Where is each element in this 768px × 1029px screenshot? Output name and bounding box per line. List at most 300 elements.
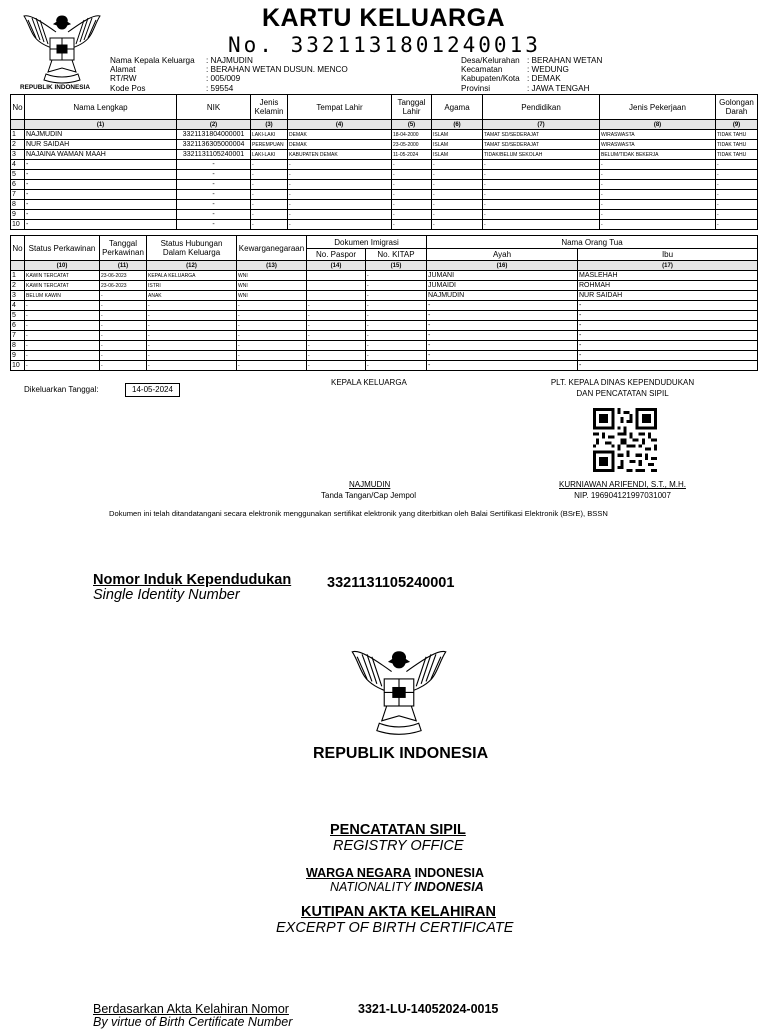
table1-cell: WIRASWASTA [600, 140, 716, 150]
table2-cell: - [578, 321, 758, 331]
table1-column-number: (8) [600, 120, 716, 130]
table2-cell: JUMANI [427, 271, 578, 281]
table2-cell: - [366, 311, 427, 321]
garuda-emblem-small [22, 8, 102, 86]
table1-cell: TIDAK TAHU [716, 130, 758, 140]
table1-cell: - [251, 200, 288, 210]
table1-column-number: (3) [251, 120, 288, 130]
table2-cell: - [25, 341, 100, 351]
table2-cell: MASLEHAH [578, 271, 758, 281]
table2-cell: - [25, 331, 100, 341]
table2-column-number: (13) [237, 261, 307, 271]
table-row [11, 291, 758, 301]
info-label: RT/RW [110, 74, 137, 84]
table2-cell: - [147, 351, 237, 361]
table2-header-cell: Status Hubungan Dalam Keluarga [147, 236, 237, 261]
table1-cell: ISLAM [432, 150, 483, 160]
nationality-row [306, 866, 484, 880]
table1-cell: BELUM/TIDAK BEKERJA [600, 150, 716, 160]
table2-cell: - [427, 311, 578, 321]
issued-label: Dikeluarkan Tanggal: [24, 385, 99, 394]
table2-column-number: (17) [578, 261, 758, 271]
table2-cell: - [427, 341, 578, 351]
table1-cell: 3 [11, 150, 25, 160]
table1-cell: ISLAM [432, 140, 483, 150]
republik-indonesia-heading: REPUBLIK INDONESIA [313, 745, 489, 762]
table-row [11, 361, 758, 371]
table2-cell: - [237, 301, 307, 311]
registry-office-label-en: REGISTRY OFFICE [333, 838, 464, 854]
table1-cell: - [716, 190, 758, 200]
info-value: : NAJMUDIN [206, 56, 253, 65]
table1-header-cell: Tanggal Lahir [392, 95, 432, 120]
table1-header-cell: Jenis Kelamin [251, 95, 288, 120]
table-row [11, 351, 758, 361]
table1-cell: - [288, 160, 392, 170]
table1-cell: TIDAK TAHU [716, 140, 758, 150]
info-value: : DEMAK [527, 74, 561, 84]
info-value: : 005/009 [206, 74, 241, 84]
table2-cell: - [100, 291, 147, 301]
table1-cell: WIRASWASTA [600, 130, 716, 140]
table1-cell: - [288, 180, 392, 190]
document-title: KARTU KELUARGA [262, 4, 506, 32]
kepala-keluarga-label: KEPALA KELUARGA [331, 378, 407, 387]
table1-cell: - [716, 220, 758, 230]
info-label: Provinsi [461, 83, 491, 93]
qr-code-icon [593, 408, 657, 472]
table1-cell: - [177, 190, 251, 200]
table1-cell: - [392, 210, 432, 220]
table-row [11, 301, 758, 311]
table2-cell: - [237, 351, 307, 361]
issued-date: 14-05-2024 [125, 383, 180, 397]
nik-label: Nomor Induk Kependudukan [93, 572, 292, 588]
table1-cell: - [432, 170, 483, 180]
table1-cell: - [600, 160, 716, 170]
table2-header-cell: No [11, 236, 25, 261]
table1-cell: 2 [11, 140, 25, 150]
table1-column-number: (2) [177, 120, 251, 130]
table1-cell: - [432, 180, 483, 190]
table2-cell: 5 [11, 311, 25, 321]
table1-cell: - [432, 160, 483, 170]
table2-cell: - [237, 331, 307, 341]
table-row [11, 210, 758, 220]
table2-cell: - [366, 291, 427, 301]
table2-cell: - [366, 271, 427, 281]
table2-cell: - [366, 301, 427, 311]
header-right-info [461, 56, 602, 93]
table-row [11, 170, 758, 180]
table1-cell: - [177, 210, 251, 220]
table1-cell: - [483, 170, 600, 180]
table2-cell: - [307, 321, 366, 331]
table1-cell: - [716, 170, 758, 180]
table-row [11, 341, 758, 351]
table1-cell: - [600, 210, 716, 220]
table2-header-cell: Tanggal Perkawinan [100, 236, 147, 261]
table1-cell: - [177, 160, 251, 170]
table1-column-number: (1) [25, 120, 177, 130]
table2-cell: KEPALA KELUARGA [147, 271, 237, 281]
table2-cell: - [147, 311, 237, 321]
table2-cell: 6 [11, 321, 25, 331]
table1-cell: - [392, 170, 432, 180]
table1-cell: NUR SAIDAH [25, 140, 177, 150]
table-row [11, 311, 758, 321]
table1-cell: - [288, 190, 392, 200]
table2-cell: NAJMUDIN [427, 291, 578, 301]
table2-cell: - [237, 311, 307, 321]
table2-cell: 1 [11, 271, 25, 281]
table1-cell: - [600, 200, 716, 210]
table1-cell: - [432, 210, 483, 220]
table1-cell: 3321136305000004 [177, 140, 251, 150]
table1-cell: - [716, 200, 758, 210]
table1-cell: NAJMUDIN [25, 130, 177, 140]
table2-cell: 9 [11, 351, 25, 361]
table2-header-cell: Ayah [427, 249, 578, 261]
nationality-label: WARGA NEGARA [306, 866, 412, 880]
table2-header-cell: Dokumen Imigrasi [307, 236, 427, 249]
info-label: Kecamatan [461, 65, 503, 75]
table1-cell: - [392, 160, 432, 170]
info-label: Alamat [110, 65, 136, 75]
table1-cell: - [432, 200, 483, 210]
table2-cell: WNI [237, 291, 307, 301]
table1-cell: 6 [11, 180, 25, 190]
table1-header-cell: Jenis Pekerjaan [600, 95, 716, 120]
family-status-table [10, 235, 758, 371]
table1-cell: - [483, 210, 600, 220]
table1-cell: - [483, 180, 600, 190]
table1-cell: - [432, 220, 483, 230]
table1-cell: - [483, 220, 600, 230]
table2-cell: - [578, 351, 758, 361]
table2-cell: - [25, 311, 100, 321]
table2-cell: WNI [237, 271, 307, 281]
table1-cell: - [483, 200, 600, 210]
table1-cell: 3321131105240001 [177, 150, 251, 160]
table2-cell: 8 [11, 341, 25, 351]
info-value: : JAWA TENGAH [527, 83, 590, 93]
table-row [11, 331, 758, 341]
excerpt-title: KUTIPAN AKTA KELAHIRAN [301, 904, 496, 920]
table2-column-number: (12) [147, 261, 237, 271]
table1-cell: - [432, 190, 483, 200]
table1-cell: TAMAT SD/SEDERAJAT [483, 130, 600, 140]
table1-header-cell: Golongan Darah [716, 95, 758, 120]
table1-cell: - [392, 200, 432, 210]
table1-cell: 1 [11, 130, 25, 140]
table1-header-cell: No [11, 95, 25, 120]
table1-cell: - [177, 220, 251, 230]
nationality-value: INDONESIA [414, 866, 485, 880]
table2-cell: - [237, 321, 307, 331]
table1-cell: - [600, 190, 716, 200]
table1-cell: - [716, 160, 758, 170]
nationality-label-en: NATIONALITY [330, 880, 411, 894]
table2-cell: KAWIN TERCATAT [25, 271, 100, 281]
dinas-official-nip: NIP. 196904121997031007 [574, 491, 671, 500]
table1-cell: - [392, 190, 432, 200]
table2-cell: WNI [237, 281, 307, 291]
table-row [11, 150, 758, 160]
table1-column-number: (4) [288, 120, 392, 130]
table-row [11, 271, 758, 281]
table2-cell: BELUM KAWIN [25, 291, 100, 301]
table2-cell: - [100, 341, 147, 351]
table2-cell: ROHMAH [578, 281, 758, 291]
info-value: : WEDUNG [527, 65, 569, 75]
table2-cell [307, 271, 366, 281]
table1-cell: - [177, 170, 251, 180]
table1-cell: - [25, 180, 177, 190]
table2-header-cell: Ibu [578, 249, 758, 261]
table1-column-number [11, 120, 25, 130]
table2-cell: - [237, 361, 307, 371]
table1-column-number: (5) [392, 120, 432, 130]
table2-cell: - [25, 361, 100, 371]
table-row [11, 321, 758, 331]
table2-cell: - [427, 361, 578, 371]
table2-cell: - [307, 331, 366, 341]
table2-header-cell: No. Paspor [307, 249, 366, 261]
table2-cell: - [427, 331, 578, 341]
table2-header-cell: No. KITAP [366, 249, 427, 261]
table1-cell: 18-04-2000 [392, 130, 432, 140]
table1-cell: - [600, 220, 716, 230]
table1-cell: - [392, 220, 432, 230]
table2-cell: 3 [11, 291, 25, 301]
kepala-keluarga-name: NAJMUDIN [349, 480, 391, 489]
nik-label-en: Single Identity Number [93, 587, 240, 603]
table-row [11, 190, 758, 200]
table2-cell: - [427, 321, 578, 331]
excerpt-title-en: EXCERPT OF BIRTH CERTIFICATE [276, 920, 514, 936]
table2-column-number: (14) [307, 261, 366, 271]
registry-office-label: PENCATATAN SIPIL [330, 822, 466, 838]
table1-cell: - [25, 170, 177, 180]
nationality-value-en: INDONESIA [414, 880, 484, 894]
table-row [11, 200, 758, 210]
table1-cell: - [288, 210, 392, 220]
table2-cell: - [100, 361, 147, 371]
table1-cell: 3321131804000001 [177, 130, 251, 140]
table1-cell: - [716, 210, 758, 220]
family-members-table [10, 94, 758, 230]
table1-cell: - [392, 180, 432, 190]
table-row [11, 220, 758, 230]
certificate-number-value: 3321-LU-14052024-0015 [358, 1002, 499, 1016]
table1-cell: LAKI-LAKI [251, 150, 288, 160]
info-value: : BERAHAN WETAN DUSUN. MENCO [206, 65, 348, 75]
info-value: : 59554 [206, 83, 234, 93]
nik-value: 3321131105240001 [327, 575, 455, 591]
table2-cell: - [307, 341, 366, 351]
info-label: Kabupaten/Kota [461, 74, 520, 84]
table-row [11, 281, 758, 291]
table2-cell [307, 291, 366, 301]
table1-column-number: (9) [716, 120, 758, 130]
table2-cell: JUMAIDI [427, 281, 578, 291]
table2-cell: - [307, 311, 366, 321]
republik-label-small: REPUBLIK INDONESIA [20, 84, 90, 91]
table1-cell: - [288, 220, 392, 230]
table1-cell: 7 [11, 190, 25, 200]
table1-cell: - [177, 200, 251, 210]
table2-cell: - [366, 331, 427, 341]
info-label: Desa/Kelurahan [461, 56, 520, 65]
table2-cell: - [147, 321, 237, 331]
table1-cell: 23-05-2000 [392, 140, 432, 150]
table2-cell: 2 [11, 281, 25, 291]
table2-cell: - [307, 301, 366, 311]
table1-cell: KABUPATEN DEMAK [288, 150, 392, 160]
table1-cell: - [25, 190, 177, 200]
info-label: Nama Kepala Keluarga [110, 56, 195, 65]
table2-cell: 10 [11, 361, 25, 371]
table1-cell: - [288, 170, 392, 180]
table-row [11, 140, 758, 150]
garuda-emblem-large [349, 642, 449, 738]
table1-cell: TIDAK/BELUM SEKOLAH [483, 150, 600, 160]
table2-cell: - [25, 351, 100, 361]
table2-cell: - [366, 341, 427, 351]
table2-cell: - [100, 351, 147, 361]
header-left-info [110, 56, 348, 93]
table2-cell: 4 [11, 301, 25, 311]
table1-cell: DEMAK [288, 130, 392, 140]
table2-cell: - [100, 311, 147, 321]
table2-header-cell: Status Perkawinan [25, 236, 100, 261]
table2-cell: - [578, 361, 758, 371]
certificate-number-label: Berdasarkan Akta Kelahiran Nomor [93, 1002, 289, 1016]
info-value: : BERAHAN WETAN [527, 56, 603, 65]
table2-cell: - [147, 341, 237, 351]
table1-cell: - [288, 200, 392, 210]
table1-header-cell: Nama Lengkap [25, 95, 177, 120]
table2-column-number: (16) [427, 261, 578, 271]
table1-cell: TIDAK TAHU [716, 150, 758, 160]
table2-cell: - [147, 361, 237, 371]
table2-column-number: (11) [100, 261, 147, 271]
table2-cell: - [100, 331, 147, 341]
table1-cell: 5 [11, 170, 25, 180]
table2-cell: ISTRI [147, 281, 237, 291]
table-row [11, 180, 758, 190]
table2-column-number: (15) [366, 261, 427, 271]
table1-cell: DEMAK [288, 140, 392, 150]
table2-cell: - [100, 301, 147, 311]
table2-cell: - [307, 351, 366, 361]
table1-cell: PEREMPUAN [251, 140, 288, 150]
info-label: Kode Pos [110, 83, 146, 93]
table2-cell: - [578, 341, 758, 351]
table2-cell: - [25, 321, 100, 331]
table2-cell: - [427, 351, 578, 361]
table1-cell: 8 [11, 200, 25, 210]
electronic-signature-notice: Dokumen ini telah ditandatangani secara elektronik menggunakan sertifikat elektronik yang diterbitkan oleh Balai Sertifikasi Elektronik (BSrE), BSSN [109, 509, 608, 518]
table2-cell [307, 281, 366, 291]
table1-cell: - [600, 170, 716, 180]
table2-cell: - [366, 361, 427, 371]
table1-cell: - [483, 190, 600, 200]
table2-column-number [11, 261, 25, 271]
table2-cell: ANAK [147, 291, 237, 301]
table2-cell: - [427, 301, 578, 311]
table2-header-cell: Kewarganegaraan [237, 236, 307, 261]
table1-cell: - [716, 180, 758, 190]
table1-header-cell: Pendidikan [483, 95, 600, 120]
table1-cell: - [251, 210, 288, 220]
table1-header-cell: Tempat Lahir [288, 95, 392, 120]
table1-cell: - [251, 160, 288, 170]
table2-cell: - [147, 331, 237, 341]
table1-cell: NAJAINA WAMAN MAAH [25, 150, 177, 160]
table1-cell: - [483, 160, 600, 170]
table2-column-number: (10) [25, 261, 100, 271]
table2-cell: - [366, 351, 427, 361]
kk-number: No. 3321131801240013 [228, 33, 541, 57]
table2-header-cell: Nama Orang Tua [427, 236, 758, 249]
table1-cell: 11-05-2024 [392, 150, 432, 160]
table2-cell: - [366, 321, 427, 331]
table1-cell: - [25, 220, 177, 230]
table2-cell: - [237, 341, 307, 351]
table1-cell: - [251, 180, 288, 190]
table-row [11, 160, 758, 170]
table1-cell: - [251, 190, 288, 200]
table1-cell: - [251, 220, 288, 230]
table1-cell: - [251, 170, 288, 180]
table2-cell: - [578, 311, 758, 321]
table1-cell: - [25, 160, 177, 170]
table2-cell: - [578, 331, 758, 341]
table2-cell: NUR SAIDAH [578, 291, 758, 301]
table2-cell: - [578, 301, 758, 311]
table1-cell: LAKI-LAKI [251, 130, 288, 140]
table2-cell: 23-06-2023 [100, 271, 147, 281]
table1-cell: - [177, 180, 251, 190]
table1-cell: ISLAM [432, 130, 483, 140]
table1-header-cell: Agama [432, 95, 483, 120]
table1-cell: 10 [11, 220, 25, 230]
table1-column-number: (6) [432, 120, 483, 130]
table2-cell: - [100, 321, 147, 331]
dinas-title-1: PLT. KEPALA DINAS KEPENDUDUKAN [550, 378, 695, 387]
table1-cell: - [25, 210, 177, 220]
table2-cell: - [147, 301, 237, 311]
table2-cell: 7 [11, 331, 25, 341]
table2-cell: - [307, 361, 366, 371]
table1-column-number: (7) [483, 120, 600, 130]
certificate-number-label-en: By virtue of Birth Certificate Number [93, 1015, 293, 1029]
table-row [11, 130, 758, 140]
table1-cell: 9 [11, 210, 25, 220]
table1-cell: TAMAT SD/SEDERAJAT [483, 140, 600, 150]
table1-cell: - [25, 200, 177, 210]
signature-caption: Tanda Tangan/Cap Jempol [321, 491, 417, 500]
nationality-row-en [330, 880, 484, 894]
table2-cell: KAWIN TERCATAT [25, 281, 100, 291]
table2-cell: - [366, 281, 427, 291]
dinas-title-2: DAN PENCATATAN SIPIL [576, 389, 669, 398]
table1-header-cell: NIK [177, 95, 251, 120]
table1-cell: 4 [11, 160, 25, 170]
dinas-official-name: KURNIAWAN ARIFENDI, S.T., M.H. [559, 480, 686, 489]
